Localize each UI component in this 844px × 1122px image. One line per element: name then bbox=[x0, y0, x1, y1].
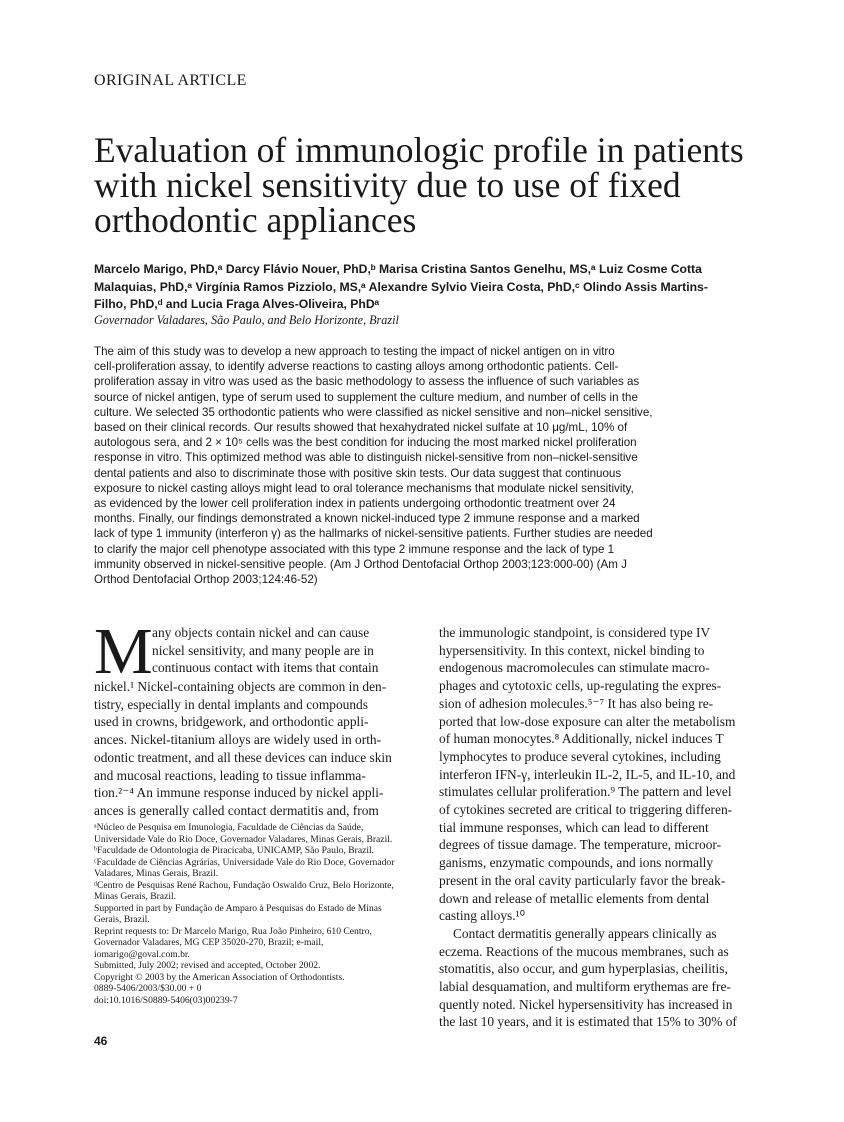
footnote-line: Submitted, July 2002; revised and accepted, October 2002. bbox=[94, 960, 321, 971]
body-line: casting alloys.¹⁰ bbox=[439, 908, 525, 924]
body-line: nickel.¹ Nickel-containing objects are common in den- bbox=[94, 679, 387, 694]
article-title bbox=[94, 130, 754, 240]
body-line: tial immune responses, which can lead to different bbox=[439, 819, 709, 835]
footnote-line: Copyright © 2003 by the American Association of Orthodontists. bbox=[94, 971, 345, 983]
footnote-line: Valadares, Minas Gerais, Brazil. bbox=[94, 868, 219, 879]
body-line: odontic treatment, and all these devices can induce skin bbox=[94, 749, 392, 765]
body-line: ported that low-dose exposure can alter the metabolism bbox=[439, 713, 736, 729]
title-line: with nickel sensitivity due to use of fixed bbox=[94, 165, 681, 205]
footnote-line: ᶜFaculdade de Ciências Agrárias, Universidade Vale do Rio Doce, Governador bbox=[94, 856, 395, 868]
footnotes bbox=[94, 822, 406, 1006]
body-line: the last 10 years, and it is estimated that 15% to 30% of bbox=[439, 1014, 737, 1030]
body-line: labial desquamation, and multiform erythemas are fre- bbox=[439, 979, 731, 995]
abstract-line: exposure to nickel casting alloys might lead to oral tolerance mechanisms that modulate nickel sensitivity, bbox=[94, 481, 634, 495]
body-line: any objects contain nickel and can cause bbox=[152, 625, 370, 640]
abstract-line: Orthod Dentofacial Orthop 2003;124:46-52) bbox=[94, 573, 318, 587]
body-line: used in crowns, bridgework, and orthodontic appli- bbox=[94, 714, 369, 730]
body-line: sion of adhesion molecules.⁵⁻⁷ It has also being re- bbox=[439, 695, 714, 711]
body-line: present in the oral cavity particularly favor the break- bbox=[439, 872, 726, 888]
footnote-line: Governador Valadares, MG CEP 35020-270, Brazil; e-mail, bbox=[94, 937, 324, 948]
body-line: stomatitis, also occur, and gum hyperplasias, cheilitis, bbox=[439, 961, 728, 977]
author-line: Marcelo Marigo, PhD,ᵃ Darcy Flávio Nouer, PhD,ᵇ Marisa Cristina Santos Genelhu, MS,ᵃ Luiz Cosme Cotta bbox=[94, 262, 702, 276]
abstract-line: as evidenced by the lower cell proliferation index in patients undergoing orthodontic treatment over 24 bbox=[94, 497, 616, 511]
footnote-line: iomarigo@goval.com.br. bbox=[94, 948, 190, 960]
body-line: interferon IFN-γ, interleukin IL-2, IL-5, and IL-10, and bbox=[439, 766, 736, 782]
abstract-line: proliferation assay in vitro was used as the basic methodology to assess the influence of such variables as bbox=[94, 375, 640, 389]
abstract-line: to clarify the major cell phenotype associated with this type 2 immune response and the lack of type 1 bbox=[94, 542, 615, 556]
body-line: stimulates cellular proliferation.⁹ The pattern and level bbox=[439, 784, 732, 800]
abstract-line: lack of type 1 immunity (interferon γ) as the hallmarks of nickel-sensitive patients. Further studies are needed bbox=[94, 527, 653, 541]
abstract-line: based on their clinical records. Our results showed that hexahydrated nickel sulfate at 10 μg/mL, 10% of bbox=[94, 421, 628, 435]
body-line: hypersensitivity. In this context, nickel binding to bbox=[439, 642, 705, 658]
footnote-line: doi:10.1016/S0889-5406(03)00239-7 bbox=[94, 994, 238, 1006]
footnote-line: 0889-5406/2003/$30.00 + 0 bbox=[94, 983, 202, 994]
footnote-line: Gerais, Brazil. bbox=[94, 914, 150, 925]
affiliation-locations: Governador Valadares, São Paulo, and Belo Horizonte, Brazil bbox=[94, 313, 399, 327]
body-line: eczema. Reactions of the mucous membranes, such as bbox=[439, 943, 729, 959]
body-line: down and release of metallic elements from dental bbox=[439, 890, 710, 906]
author-line: Malaquias, PhD,ᵃ Virgínia Ramos Pizziolo, MS,ᵃ Alexandre Sylvio Vieira Costa, PhD,ᶜ Olindo Assis Martins- bbox=[94, 279, 708, 294]
abstract-line: months. Finally, our findings demonstrated a known nickel-induced type 2 immune response and a marked bbox=[94, 512, 640, 526]
footnote-line: Supported in part by Fundação de Amparo à Pesquisas do Estado de Minas bbox=[94, 902, 382, 914]
body-line: phages and cytotoxic cells, up-regulating the expres- bbox=[439, 678, 722, 694]
footnote-line: Universidade Vale do Rio Doce, Governador Valadares, Minas Gerais, Brazil. bbox=[94, 833, 393, 845]
body-line: Contact dermatitis generally appears clinically as bbox=[453, 925, 717, 941]
drop-cap-lines bbox=[152, 624, 406, 677]
footnote-line: ᵇFaculdade de Odontologia de Piracicaba, UNICAMP, São Paulo, Brazil. bbox=[94, 845, 375, 856]
author-list bbox=[94, 261, 754, 314]
footnote-line: ᵈCentro de Pesquisas René Rachou, Fundação Oswaldo Cruz, Belo Horizonte, bbox=[94, 879, 394, 891]
section-label: ORIGINAL ARTICLE bbox=[94, 72, 247, 89]
abstract-line: source of nickel antigen, type of serum used to supplement the culture medium, and number of cells in the bbox=[94, 390, 638, 404]
body-line: quently noted. Nickel hypersensitivity has increased in bbox=[439, 996, 733, 1012]
abstract-line: The aim of this study was to develop a new approach to testing the impact of nickel antigen on in vitro bbox=[94, 345, 615, 358]
abstract-line: dental patients and also to discriminate those with positive skin tests. Our data suggest that continuous bbox=[94, 466, 622, 480]
body-line: ances is generally called contact dermatitis and, from bbox=[94, 802, 379, 818]
author-line: Filho, PhD,ᵈ and Lucia Fraga Alves-Oliveira, PhDᵃ bbox=[94, 297, 380, 311]
footnote-line: ᵃNúcleo de Pesquisa em Imunologia, Faculdade de Ciências da Saúde, bbox=[94, 822, 364, 833]
body-column-left bbox=[94, 615, 406, 820]
page-number: 46 bbox=[94, 1034, 108, 1048]
body-line: ganisms, enzymatic compounds, and ions normally bbox=[439, 855, 714, 871]
body-line: tion.²⁻⁴ An immune response induced by nickel appli- bbox=[94, 785, 384, 801]
title-line: orthodontic appliances bbox=[94, 200, 417, 240]
abstract-line: culture. We selected 35 orthodontic patients who were classified as nickel sensitive and non–nickel sensitive, bbox=[94, 405, 653, 419]
body-line: endogenous macromolecules can stimulate macro- bbox=[439, 660, 710, 676]
abstract-line: cell-proliferation assay, to identify adverse reactions to casting alloys among orthodontic patients. Cell- bbox=[94, 360, 619, 374]
abstract-line: immunity observed in nickel-sensitive people. (Am J Orthod Dentofacial Orthop 2003;123:000-00) (Am J bbox=[94, 557, 627, 571]
body-line: degrees of tissue damage. The temperature, microor- bbox=[439, 837, 722, 853]
body-line: continuous contact with items that contain bbox=[152, 660, 379, 676]
body-line: nickel sensitivity, and many people are in bbox=[152, 642, 374, 658]
footnote-line: Reprint requests to: Dr Marcelo Marigo, Rua João Pinheiro, 610 Centro, bbox=[94, 925, 372, 937]
drop-cap: M bbox=[94, 615, 153, 688]
body-line: ances. Nickel-titanium alloys are widely used in orth- bbox=[94, 732, 382, 748]
abstract-line: autologous sera, and 2 × 10⁵ cells was the best condition for inducing the most marked nickel proliferation bbox=[94, 436, 637, 450]
title-line: Evaluation of immunologic profile in patients bbox=[94, 130, 744, 170]
body-line: and mucosal reactions, leading to tissue inflamma- bbox=[94, 767, 366, 783]
footnote-line: Minas Gerais, Brazil. bbox=[94, 891, 177, 902]
abstract-line: response in vitro. This optimized method was able to distinguish nickel-sensitive from non–nickel-sensitive bbox=[94, 451, 638, 465]
body-line: tistry, especially in dental implants and compounds bbox=[94, 696, 368, 712]
body-line: lymphocytes to produce several cytokines, including bbox=[439, 748, 721, 764]
body-column-right bbox=[439, 624, 751, 1031]
abstract bbox=[94, 344, 754, 587]
body-line: of human monocytes.⁸ Additionally, nickel induces T bbox=[439, 731, 724, 747]
body-line: the immunologic standpoint, is considered type IV bbox=[439, 625, 711, 640]
body-line: of cytokines secreted are critical to triggering differen- bbox=[439, 802, 733, 818]
